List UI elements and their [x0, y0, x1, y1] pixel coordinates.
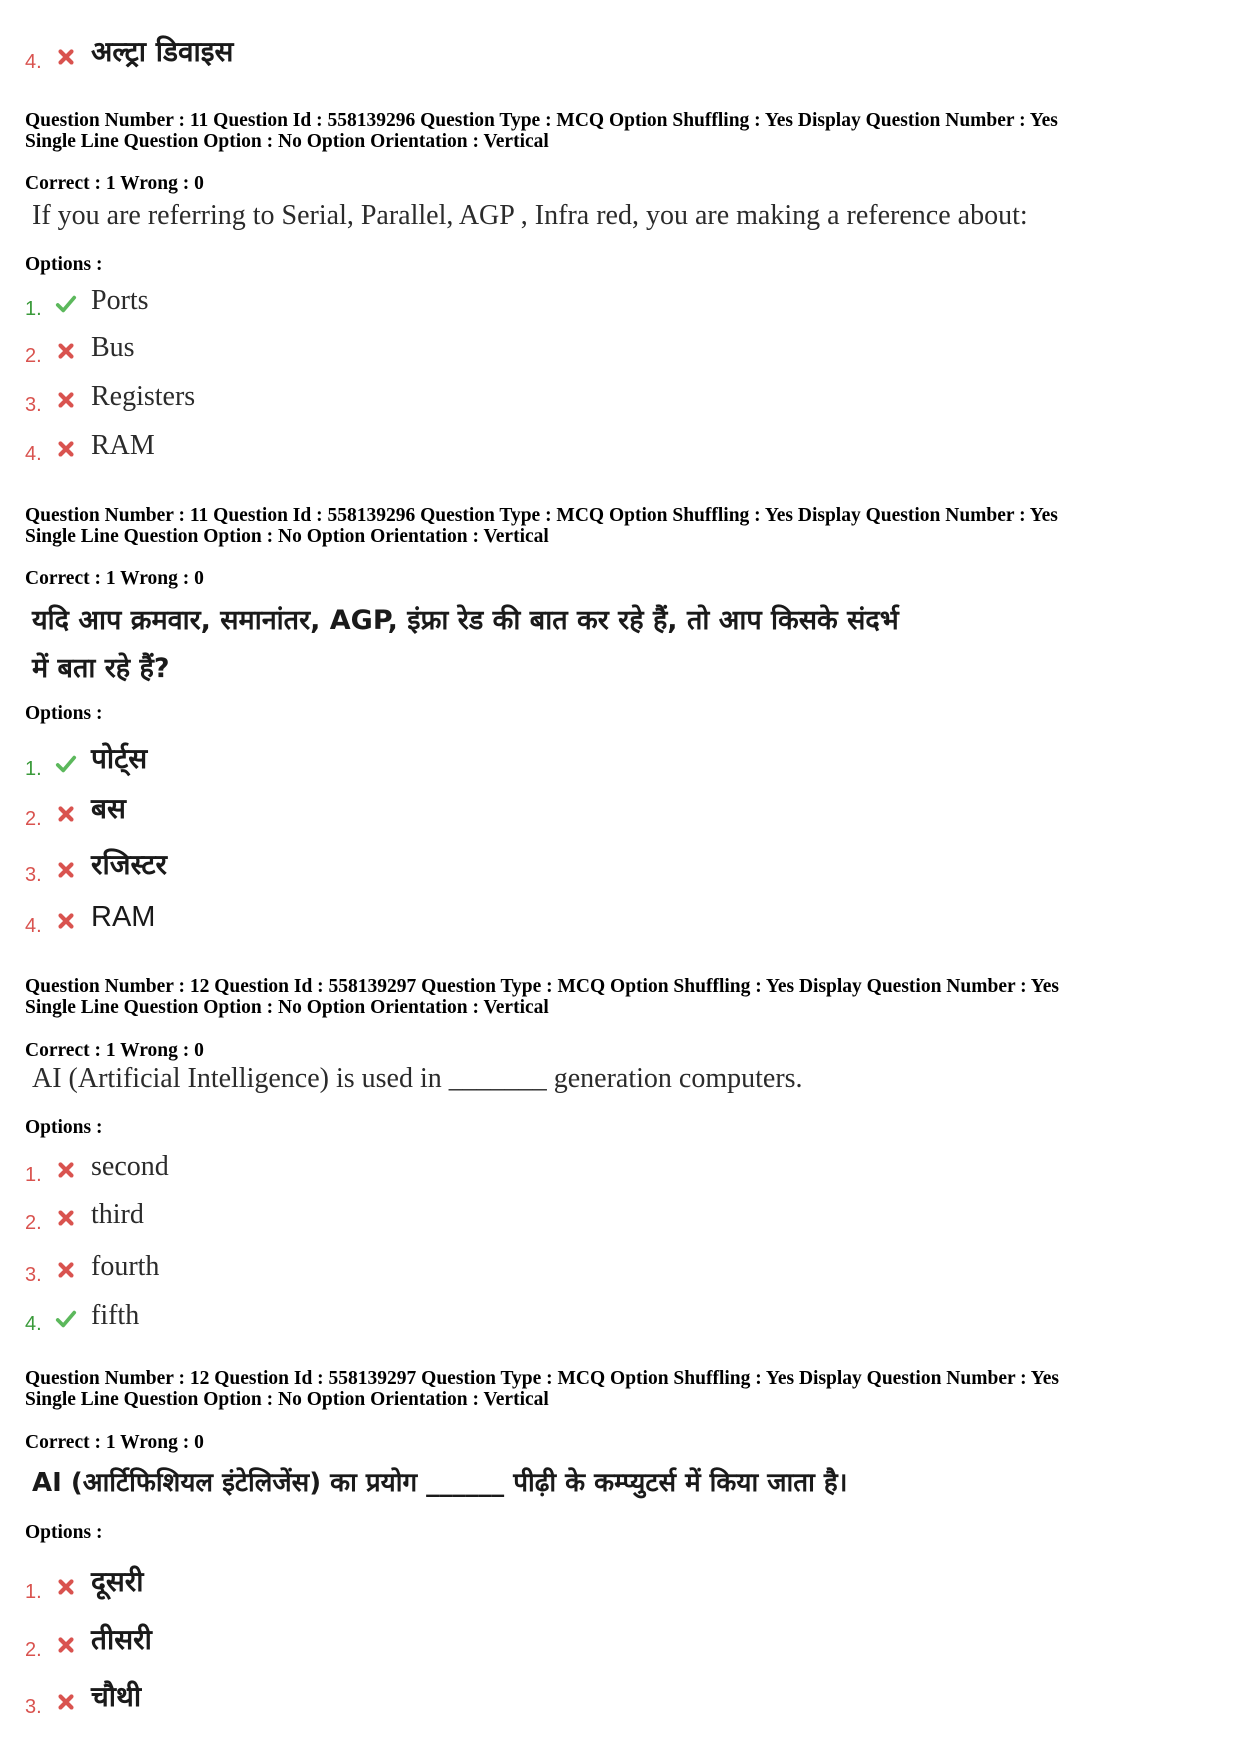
option-label: RAM [91, 901, 156, 933]
meta-line: Single Line Question Option : No Option Orientation : Vertical [25, 131, 549, 152]
option-label: रजिस्टर [91, 848, 167, 881]
option-number: 4. [25, 915, 42, 937]
option-label: अल्ट्रा डिवाइस [91, 35, 234, 68]
meta-line: Question Number : 12 Question Id : 558139297 Question Type : MCQ Option Shuffling : Yes Display Question Number : Yes [25, 976, 1059, 997]
option-label: पोर्ट्स [91, 742, 148, 775]
question-text: में बता रहे हैं? [32, 653, 170, 684]
check-icon [55, 753, 77, 775]
option-number: 4. [25, 51, 42, 73]
cross-icon [55, 438, 77, 460]
option-label: बस [91, 792, 126, 825]
cross-icon [55, 803, 77, 825]
option-label: दूसरी [91, 1565, 144, 1598]
meta-line: Question Number : 11 Question Id : 558139296 Question Type : MCQ Option Shuffling : Yes Display Question Number : Yes [25, 110, 1058, 131]
option-number: 3. [25, 1696, 42, 1718]
option-label: fourth [91, 1251, 160, 1282]
option-number: 3. [25, 1264, 42, 1286]
score-line: Correct : 1 Wrong : 0 [25, 568, 204, 589]
option-number: 4. [25, 1313, 42, 1335]
cross-icon [55, 1159, 77, 1181]
cross-icon [55, 1207, 77, 1229]
options-label: Options : [25, 703, 103, 724]
cross-icon [55, 340, 77, 362]
check-icon [55, 1308, 77, 1330]
option-number: 2. [25, 1212, 42, 1234]
option-number: 1. [25, 1581, 42, 1603]
meta-line: Single Line Question Option : No Option Orientation : Vertical [25, 997, 549, 1018]
score-line: Correct : 1 Wrong : 0 [25, 173, 204, 194]
cross-icon [55, 1691, 77, 1713]
option-label: Ports [91, 285, 149, 316]
question-meta [25, 110, 1058, 152]
check-icon [55, 293, 77, 315]
meta-line: Single Line Question Option : No Option Orientation : Vertical [25, 526, 549, 547]
option-label: Bus [91, 332, 135, 363]
option-label: second [91, 1151, 169, 1182]
option-label: third [91, 1199, 144, 1230]
option-label: RAM [91, 430, 155, 461]
score-line: Correct : 1 Wrong : 0 [25, 1040, 204, 1061]
question-text: यदि आप क्रमवार, समानांतर, AGP, इंफ्रा रेड की बात कर रहे हैं, तो आप किसके संदर्भ [32, 605, 899, 636]
cross-icon [55, 389, 77, 411]
option-number: 3. [25, 864, 42, 886]
option-label: चौथी [91, 1680, 142, 1713]
cross-icon [55, 859, 77, 881]
score-line: Correct : 1 Wrong : 0 [25, 1432, 204, 1453]
cross-icon [55, 1576, 77, 1598]
option-number: 1. [25, 1164, 42, 1186]
option-number: 2. [25, 808, 42, 830]
option-label: Registers [91, 381, 196, 412]
meta-line: Question Number : 11 Question Id : 558139296 Question Type : MCQ Option Shuffling : Yes Display Question Number : Yes [25, 505, 1058, 526]
question-text: If you are referring to Serial, Parallel, AGP , Infra red, you are making a reference about: [32, 200, 1028, 231]
options-label: Options : [25, 1522, 103, 1543]
options-label: Options : [25, 1117, 103, 1138]
question-meta [25, 1368, 1059, 1410]
option-number: 1. [25, 298, 42, 320]
question-text: AI (Artificial Intelligence) is used in _______ generation computers. [32, 1063, 803, 1094]
meta-line: Question Number : 12 Question Id : 558139297 Question Type : MCQ Option Shuffling : Yes Display Question Number : Yes [25, 1368, 1059, 1389]
question-meta [25, 505, 1058, 547]
options-label: Options : [25, 254, 103, 275]
question-meta [25, 976, 1059, 1018]
cross-icon [55, 46, 77, 68]
cross-icon [55, 1634, 77, 1656]
cross-icon [55, 910, 77, 932]
option-number: 2. [25, 1639, 42, 1661]
option-label: तीसरी [91, 1623, 152, 1656]
option-number: 4. [25, 443, 42, 465]
question-text: AI (आर्टिफिशियल इंटेलिजेंस) का प्रयोग ______ पीढ़ी के कम्प्युटर्स में किया जाता है। [32, 1468, 848, 1498]
option-number: 3. [25, 394, 42, 416]
option-number: 1. [25, 758, 42, 780]
cross-icon [55, 1259, 77, 1281]
meta-line: Single Line Question Option : No Option Orientation : Vertical [25, 1389, 549, 1410]
option-number: 2. [25, 345, 42, 367]
option-label: fifth [91, 1300, 140, 1331]
